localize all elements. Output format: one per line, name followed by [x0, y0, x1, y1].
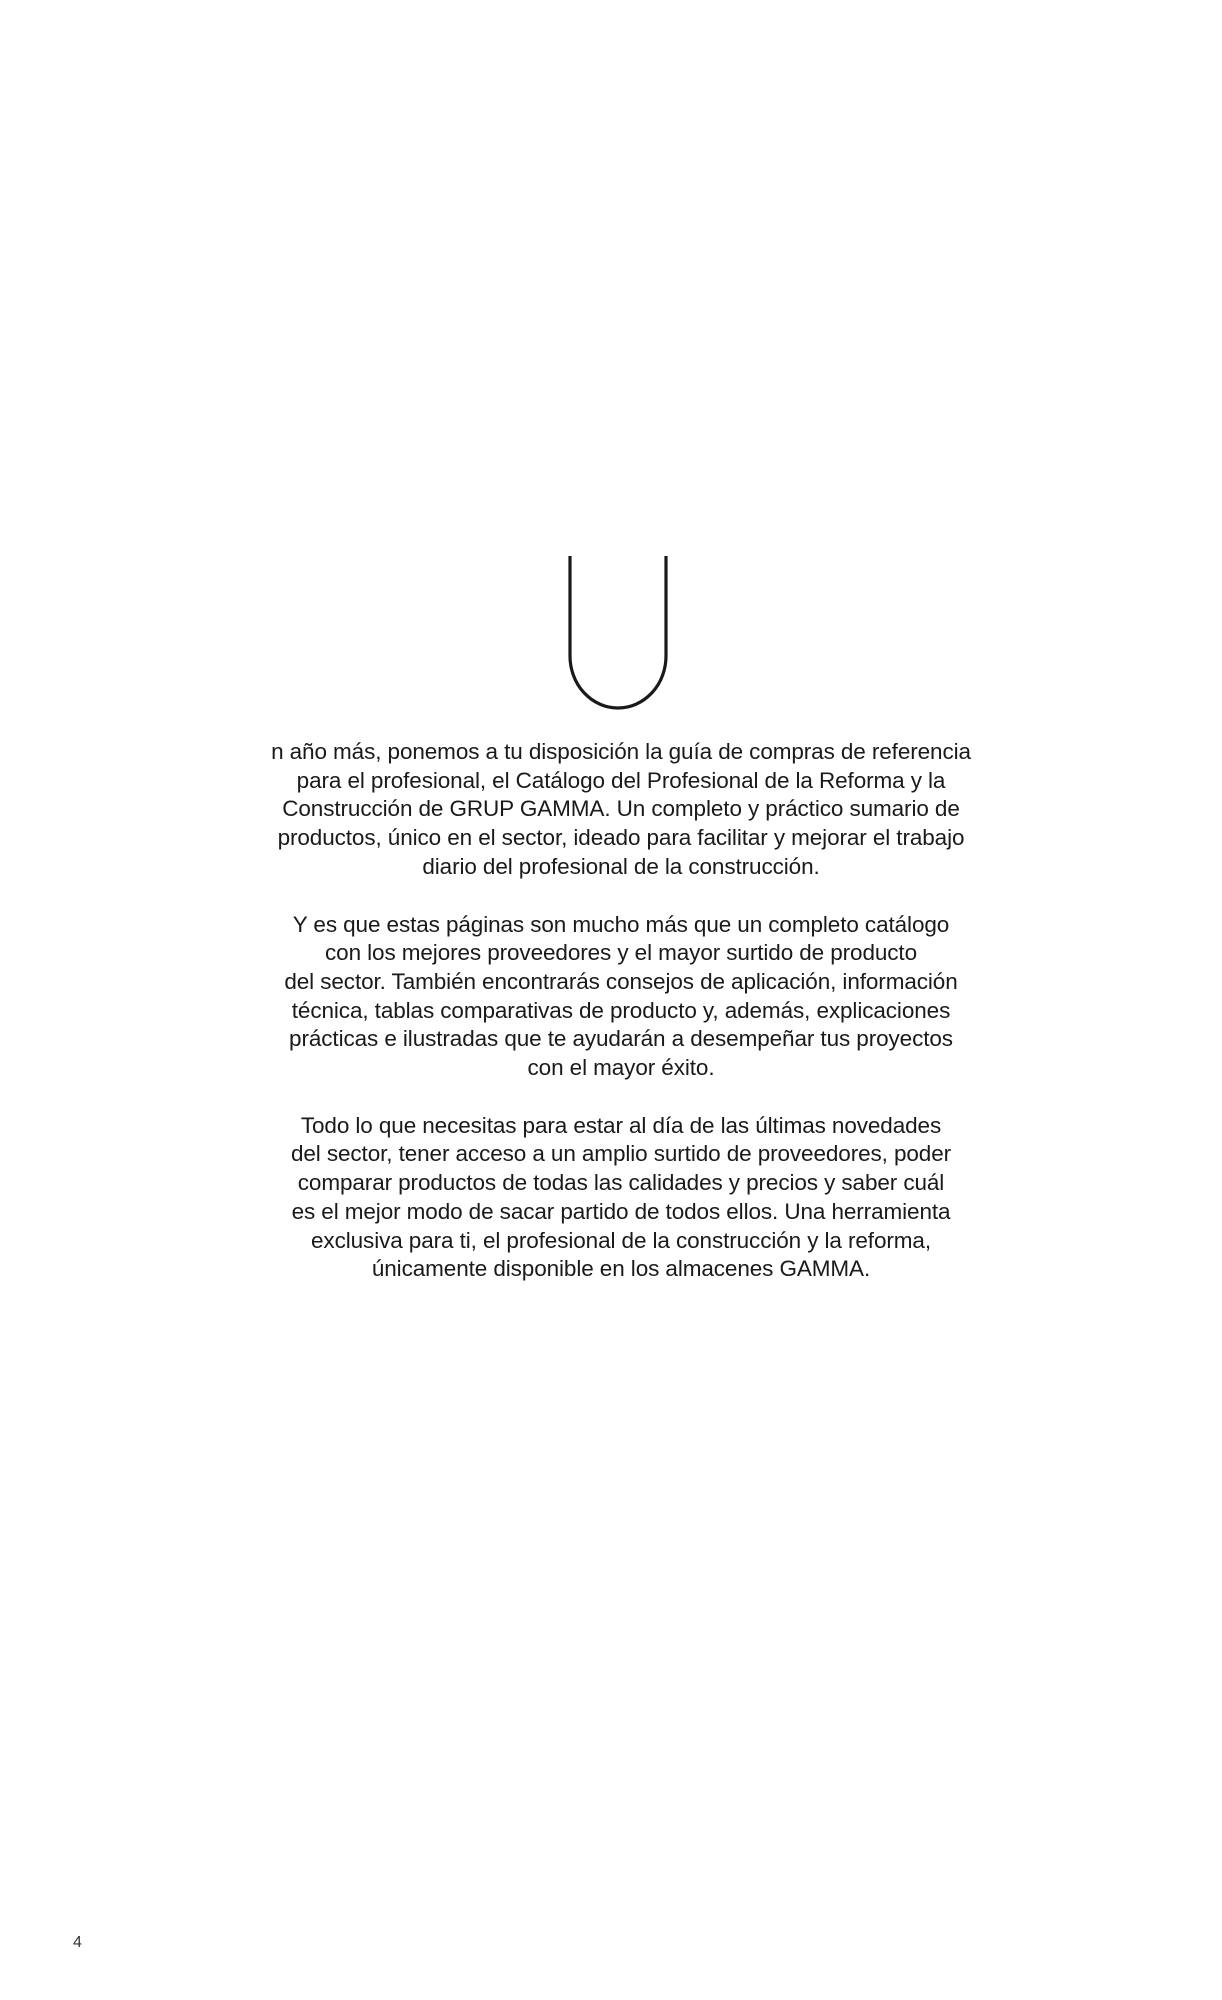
text-line: comparar productos de todas las calidades y precios y saber cuál: [297, 1170, 945, 1196]
text-line: Todo lo que necesitas para estar al día de las últimas novedades: [300, 1112, 942, 1138]
text-line: exclusiva para ti, el profesional de la construcción y la reforma,: [311, 1227, 931, 1253]
paragraph-3: [231, 1112, 1011, 1284]
text-line: es el mejor modo de sacar partido de todos ellos. Una herramienta: [291, 1198, 951, 1224]
text-line: únicamente disponible en los almacenes GAMMA.: [371, 1256, 871, 1282]
text-line: prácticas e ilustradas que te ayudarán a desempeñar tus proyectos: [289, 1026, 953, 1052]
intro-text: [231, 738, 1011, 1313]
text-line: con los mejores proveedores y el mayor surtido de producto: [325, 940, 917, 966]
text-line: productos, único en el sector, ideado para facilitar y mejorar el trabajo: [277, 825, 965, 851]
text-line: con el mayor éxito.: [527, 1055, 715, 1081]
text-line: para el profesional, el Catálogo del Profesional de la Reforma y la: [296, 767, 946, 793]
drop-cap-u-glyph: [564, 556, 672, 716]
text-line: técnica, tablas comparativas de producto y, además, explicaciones: [291, 997, 951, 1023]
text-line: Construcción de GRUP GAMMA. Un completo y práctico sumario de: [282, 796, 960, 822]
drop-cap-letter: [564, 556, 672, 716]
text-line: del sector. También encontrarás consejos de aplicación, información: [284, 968, 958, 994]
text-line: del sector, tener acceso a un amplio surtido de proveedores, poder: [290, 1141, 952, 1167]
text-line: diario del profesional de la construcción.: [422, 853, 820, 879]
paragraph-2: [231, 911, 1011, 1083]
page-number: 4: [73, 1934, 82, 1951]
text-line: Y es que estas páginas son mucho más que un completo catálogo: [292, 911, 950, 937]
text-line: n año más, ponemos a tu disposición la guía de compras de referencia: [271, 739, 971, 764]
paragraph-1: [231, 738, 1011, 882]
